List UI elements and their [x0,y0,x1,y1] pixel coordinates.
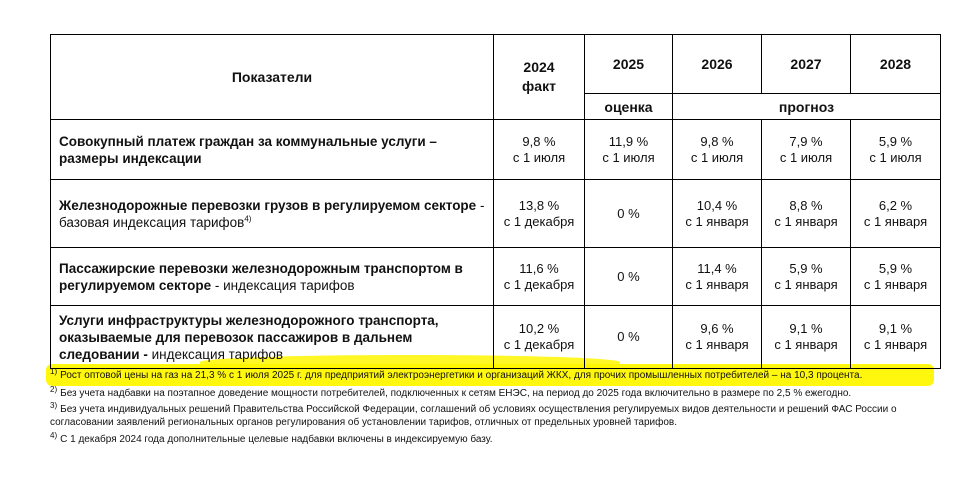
header-year-2024-fact: факт [522,78,556,94]
header-year-2025: 2025 [585,35,673,94]
row-label [51,248,494,306]
header-estimate: оценка [585,94,673,120]
header-forecast: прогноз [673,94,941,120]
value-cell: 10,4 % с 1 января [673,180,762,248]
row-label [51,180,494,248]
value-cell: 13,8 % с 1 декабря [494,180,585,248]
footnote-text: Без учета индивидуальных решений Правительства Российской Федерации, соглашений об условиях осуществления регулируемых видов деятельности и решений ФАС России о согласовании заявлений региональных органов регулирования об установлении тарифов, отличных от предельных уровней тарифов. [50,404,897,428]
value-cell: 11,4 % с 1 января [673,248,762,306]
footnote-text: С 1 декабря 2024 года дополнительные целевые надбавки включены в индексируемую базу. [60,434,493,445]
value-cell: 9,8 % с 1 июля [494,120,585,180]
value-cell: 9,6 % с 1 января [673,306,762,369]
footnote-text: Без учета надбавки на поэтапное доведение мощности потребителей, подключенных к сетям ЕНЭС, на период до 2025 года включительно в размере по 2,5 % ежегодно. [60,388,852,399]
footnote-text: Рост оптовой цены на газ на 21,3 % с 1 июля 2025 г. для предприятий электроэнергетики и организаций ЖКХ, для прочих промышленных потребителей – на 10,3 процента. [60,370,863,381]
row-label-bold: Железнодорожные перевозки грузов в регулируемом секторе [59,197,477,213]
header-year-2026: 2026 [673,35,762,94]
value-cell: 0 % [585,180,673,248]
footnote-mark: 4) [50,430,58,440]
value-cell: 5,9 % с 1 июля [851,120,941,180]
footnote-2 [50,384,940,400]
value-cell: 9,8 % с 1 июля [673,120,762,180]
row-label-bold: Совокупный платеж граждан за коммунальные услуги – размеры индексации [59,133,437,166]
value-cell: 9,1 % с 1 января [762,306,851,369]
value-cell: 0 % [585,306,673,369]
row-label [51,120,494,180]
table-row [51,248,941,306]
value-cell: 9,1 % с 1 января [851,306,941,369]
value-cell: 11,6 % с 1 декабря [494,248,585,306]
footnote-4 [50,430,940,446]
table-row [51,120,941,180]
value-cell: 10,2 % с 1 декабря [494,306,585,369]
header-year-2027: 2027 [762,35,851,94]
header-year-2024-year: 2024 [523,59,555,75]
value-cell: 7,9 % с 1 июля [762,120,851,180]
table-row [51,180,941,248]
row-label-bold: Услуги инфраструктуры железнодорожного транспорта, оказываемые для перевозок пассажиров в дальнем следовании - [59,312,439,362]
footnote-ref: 4) [244,214,252,223]
value-cell: 11,9 % с 1 июля [585,120,673,180]
row-label-rest: - индексация тарифов [211,277,355,293]
header-year-2028: 2028 [851,35,941,94]
header-indicators: Показатели [51,35,494,120]
row-label-rest: - базовая индексация тарифов [59,197,485,230]
footnote-mark: 2) [50,384,58,394]
value-cell: 0 % [585,248,673,306]
row-label-rest: индексация тарифов [147,346,284,362]
row-label-bold: Пассажирские перевозки железнодорожным транспортом в регулируемом секторе [59,260,463,293]
header-year-2024 [494,35,585,120]
value-cell: 8,8 % с 1 января [762,180,851,248]
row-label [51,306,494,369]
footnote-1 [50,366,940,382]
footnote-mark: 1) [50,366,58,376]
footnote-mark: 3) [50,400,58,410]
table-row [51,306,941,369]
value-cell: 5,9 % с 1 января [851,248,941,306]
footnote-3 [50,400,940,429]
value-cell: 6,2 % с 1 января [851,180,941,248]
value-cell: 5,9 % с 1 января [762,248,851,306]
tariff-indexation-table [50,34,941,369]
